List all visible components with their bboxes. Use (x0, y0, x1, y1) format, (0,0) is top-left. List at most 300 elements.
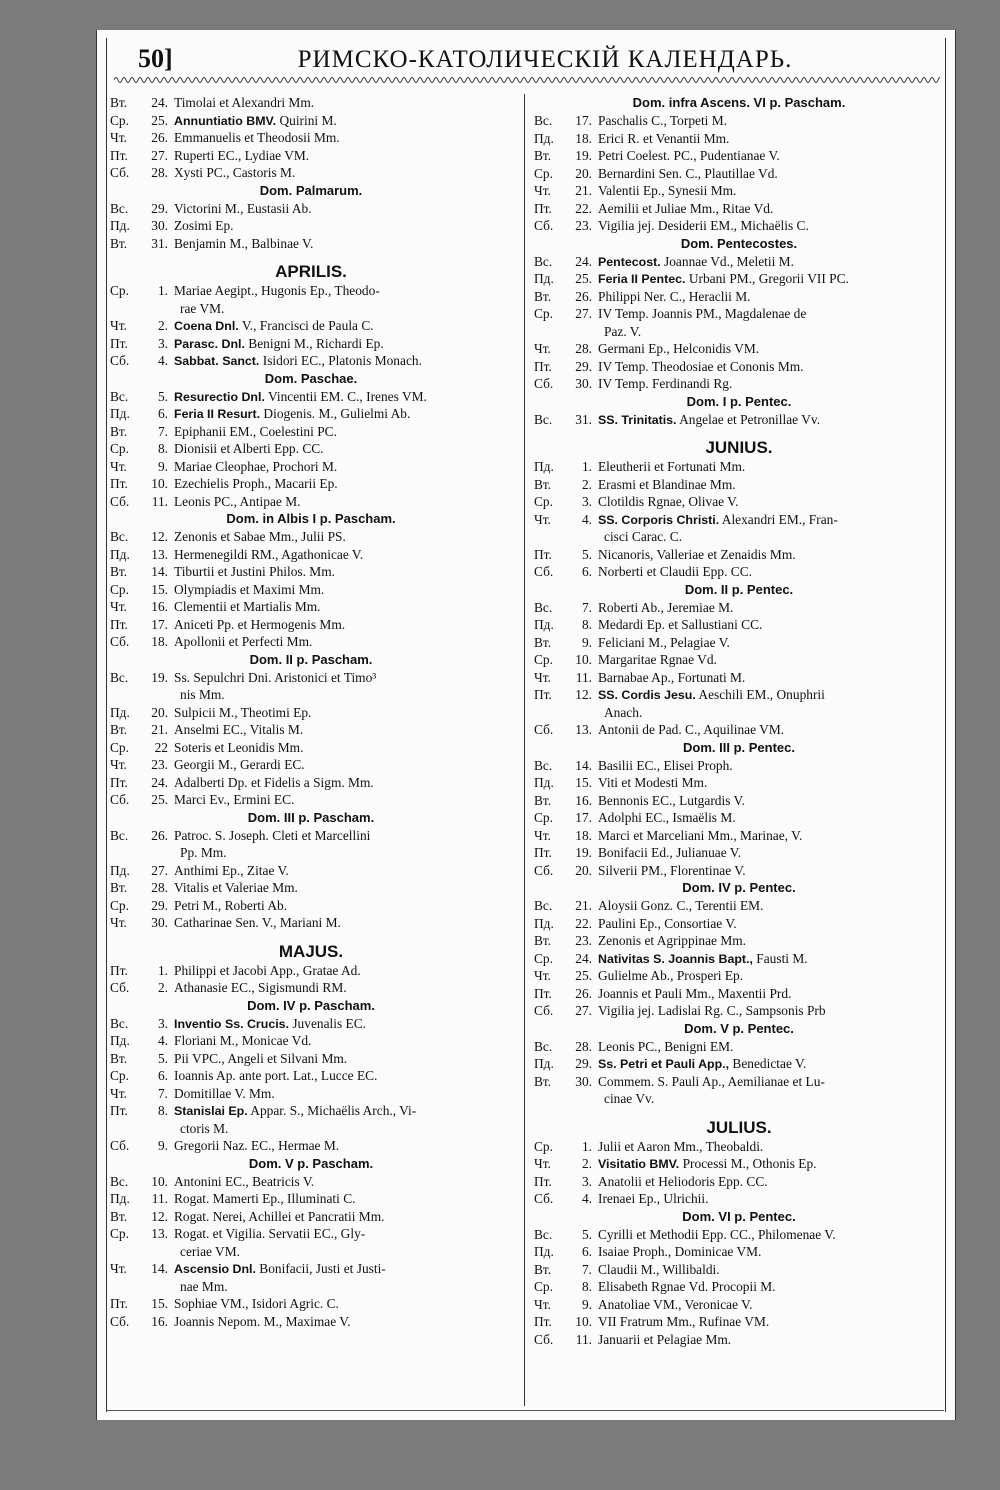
day-number: 2. (157, 318, 168, 333)
weekday-abbr: Вс. (534, 411, 553, 427)
weekday-abbr: Чт. (110, 458, 127, 474)
calendar-entry (534, 375, 944, 393)
entry-text (174, 1295, 512, 1313)
weekday-abbr: Пд. (110, 862, 130, 878)
day-number: 4. (581, 511, 592, 527)
entry-text (598, 985, 944, 1003)
calendar-entry (534, 1173, 944, 1191)
entry-text (598, 932, 944, 950)
saints-text: Ruperti EC., Lydiae VM. (174, 147, 310, 163)
weekday-abbr: Ср. (110, 1226, 129, 1241)
saints-text: Benigni M., Richardi Ep. (244, 335, 384, 351)
entry-text (598, 634, 944, 652)
calendar-entry (110, 1067, 512, 1085)
day-number: 5. (157, 388, 168, 404)
weekday-abbr: Сб. (534, 722, 554, 737)
weekday-abbr: Вс. (534, 1038, 553, 1054)
entry-text (174, 791, 512, 809)
calendar-entry (534, 897, 944, 915)
weekday-abbr: Пт. (110, 962, 128, 978)
weekday-abbr: Пд. (534, 915, 554, 931)
day-number: 16. (575, 792, 592, 808)
saints-text: Domitillae V. Mm. (174, 1085, 275, 1101)
entry-continuation: Paz. V. (604, 323, 642, 339)
entry-text (174, 862, 512, 880)
entry-text (598, 862, 944, 880)
entry-text (598, 827, 944, 845)
day-number: 14. (151, 1261, 168, 1276)
calendar-entry (534, 599, 944, 617)
calendar-entry (110, 669, 512, 687)
calendar-entry (534, 476, 944, 494)
weekday-abbr: Вс. (110, 1015, 129, 1031)
day-number: 20. (151, 704, 168, 720)
entry-text (174, 493, 512, 511)
entry-text (174, 1067, 512, 1085)
day-number: 15. (151, 1296, 168, 1311)
saints-text: Leonis PC., Antipae M. (174, 493, 301, 509)
weekday-abbr: Сб. (534, 1003, 554, 1018)
calendar-entry (534, 1331, 944, 1349)
entry-text (598, 340, 944, 358)
entry-text (174, 563, 512, 581)
weekday-abbr: Сб. (110, 353, 130, 368)
weekday-abbr: Вт. (534, 634, 552, 650)
calendar-entry (534, 1296, 944, 1314)
saints-text: Joannis et Pauli Mm., Maxentii Prd. (598, 985, 792, 1001)
weekday-abbr: Пд. (110, 1033, 130, 1048)
entry-text (598, 147, 944, 165)
sunday-heading: Dom. IV p. Pascham. (247, 997, 375, 1013)
saints-text: Floriani M., Monicae Vd. (174, 1033, 312, 1048)
saints-text: Emmanuelis et Theodosii Mm. (174, 130, 340, 145)
day-number: 21. (575, 898, 592, 913)
calendar-entry (534, 147, 944, 165)
weekday-abbr: Чт. (534, 1156, 551, 1171)
day-number: 20. (575, 165, 592, 181)
weekday-abbr: Чт. (110, 915, 127, 930)
day-number: 11. (151, 1191, 168, 1206)
weekday-abbr: Вт. (110, 1208, 128, 1224)
calendar-entry (534, 493, 944, 511)
calendar-entry (534, 1155, 944, 1173)
day-number: 7. (581, 1261, 592, 1277)
weekday-abbr: Вс. (534, 898, 553, 913)
entry-text (174, 1085, 512, 1103)
weekday-abbr: Вт. (110, 1050, 128, 1066)
day-number: 4. (581, 1191, 592, 1206)
day-number: 15. (575, 775, 592, 790)
calendar-entry (110, 282, 512, 300)
weekday-abbr: Ср. (110, 441, 129, 456)
entry-text (174, 739, 512, 757)
entry-text (598, 792, 944, 810)
entry-text (598, 305, 944, 323)
calendar-entry (534, 182, 944, 200)
month-heading: APRILIS. (275, 262, 347, 281)
day-number: 8. (157, 441, 168, 456)
saints-text: Ezechielis Proph., Macarii Ep. (174, 476, 338, 491)
weekday-abbr: Ср. (110, 283, 129, 298)
calendar-entry (534, 932, 944, 950)
feast-name-bold: Stanislai Ep. (174, 1104, 248, 1118)
entry-text (598, 599, 944, 617)
day-number: 24. (575, 253, 592, 269)
day-number: 19. (151, 669, 168, 685)
saints-text: Zenonis et Sabae Mm., Julii PS. (174, 529, 346, 544)
calendar-entry (110, 335, 512, 353)
calendar-entry (110, 1208, 512, 1226)
weekday-abbr: Сб. (534, 218, 554, 233)
weekday-abbr: Сб. (110, 634, 130, 649)
calendar-entry (534, 1243, 944, 1261)
entry-text (598, 1190, 944, 1208)
saints-text: Urbani PM., Gregorii VII PC. (685, 271, 849, 286)
day-number: 24. (151, 774, 168, 790)
calendar-entry (534, 563, 944, 581)
saints-text: Vigilia jej. Desiderii EM., Michaëlis C. (598, 218, 809, 233)
weekday-abbr: Пд. (534, 130, 554, 146)
entry-continuation: cinae Vv. (604, 1091, 655, 1106)
calendar-entry (534, 809, 944, 827)
running-header: РИМСКО-КАТОЛИЧЕСКІЙ КАЛЕНДАРЬ. (297, 46, 793, 73)
saints-text: Eleutherii et Fortunati Mm. (598, 459, 746, 474)
entry-text (598, 375, 944, 393)
weekday-abbr: Пд. (534, 617, 554, 632)
day-number: 2. (581, 1156, 592, 1171)
saints-text: Zosimi Ep. (174, 218, 234, 233)
weekday-abbr: Пд. (534, 271, 554, 286)
weekday-abbr: Вс. (534, 113, 553, 128)
weekday-abbr: Сб. (534, 1331, 554, 1347)
day-number: 29. (575, 1056, 592, 1071)
calendar-entry (534, 651, 944, 669)
weekday-abbr: Вт. (110, 235, 128, 251)
calendar-entry (534, 546, 944, 564)
calendar-entry (534, 669, 944, 687)
entry-text (598, 458, 944, 476)
saints-text: Paschalis C., Torpeti M. (598, 113, 727, 128)
weekday-abbr: Пд. (534, 1056, 554, 1071)
saints-text: Elisabeth Rgnae Vd. Procopii M. (598, 1279, 776, 1294)
weekday-abbr: Чт. (534, 511, 551, 527)
calendar-entry (110, 147, 512, 165)
day-number: 12. (151, 529, 168, 544)
day-number: 24. (575, 950, 592, 966)
entry-continuation: rae VM. (180, 300, 225, 316)
saints-text: Athanasie EC., Sigismundi RM. (174, 980, 347, 995)
calendar-entry (110, 1190, 512, 1208)
entry-text (174, 217, 512, 235)
entry-text (598, 1138, 944, 1156)
day-number: 8. (581, 617, 592, 632)
day-number: 2. (581, 476, 592, 492)
calendar-entry (110, 1225, 512, 1243)
day-number: 10. (575, 652, 592, 667)
weekday-abbr: Вс. (534, 757, 553, 773)
weekday-abbr: Ср. (110, 897, 129, 913)
sunday-heading: Dom. VI p. Pentec. (682, 1208, 796, 1224)
entry-text (598, 1261, 944, 1279)
calendar-entry (110, 112, 512, 130)
weekday-abbr: Чт. (110, 599, 127, 614)
entry-text (598, 967, 944, 985)
day-number: 26. (575, 985, 592, 1001)
weekday-abbr: Пд. (110, 546, 130, 562)
day-number: 4. (157, 1033, 168, 1048)
entry-text (174, 979, 512, 997)
entry-text (174, 721, 512, 739)
sunday-heading: Dom. IV p. Pentec. (682, 880, 796, 895)
saints-text: Feliciani M., Pelagiae V. (598, 634, 730, 650)
calendar-entry (534, 200, 944, 218)
right-column (534, 94, 944, 1348)
entry-text (598, 1296, 944, 1314)
entry-text (598, 476, 944, 494)
saints-text: Adolphi EC., Ismaëlis M. (598, 810, 736, 825)
saints-text: Juvenalis EC. (289, 1015, 366, 1031)
entry-text (598, 1038, 944, 1056)
saints-text: Joannae Vd., Meletii M. (660, 253, 794, 269)
weekday-abbr: Вс. (110, 388, 129, 404)
entry-text (598, 411, 944, 429)
entry-text (598, 546, 944, 564)
saints-text: Antonii de Pad. C., Aquilinae VM. (598, 722, 785, 737)
entry-text (174, 1313, 512, 1331)
saints-text: Patroc. S. Joseph. Cleti et Marcellini (174, 827, 371, 843)
day-number: 20. (575, 862, 592, 878)
saints-text: Ss. Sepulchri Dni. Aristonici et Timo³ (174, 669, 377, 685)
calendar-entry (534, 165, 944, 183)
feast-name-bold: Parasc. Dnl. (174, 336, 245, 351)
calendar-entry (534, 1226, 944, 1244)
entry-text (174, 827, 512, 845)
sunday-heading: Dom. Palmarum. (259, 182, 363, 198)
day-number: 3. (581, 1173, 592, 1189)
day-number: 3. (157, 335, 168, 351)
day-number: 16. (151, 1313, 168, 1329)
saints-text: Joannis Nepom. M., Maximae V. (174, 1313, 351, 1329)
entry-text (174, 235, 512, 253)
entry-text (174, 879, 512, 897)
calendar-entry (110, 405, 512, 423)
entry-text (598, 1331, 944, 1349)
day-number: 18. (575, 827, 592, 843)
entry-text (174, 458, 512, 476)
weekday-abbr: Вт. (534, 148, 552, 163)
calendar-entry (110, 879, 512, 897)
saints-text: Commem. S. Pauli Ap., Aemilianae et Lu- (598, 1073, 825, 1089)
calendar-entry (110, 1032, 512, 1050)
calendar-entry (534, 1055, 944, 1073)
calendar-entry (534, 358, 944, 376)
saints-text: VII Fratrum Mm., Rufinae VM. (598, 1314, 770, 1329)
saints-text: Georgii M., Gerardi EC. (174, 757, 305, 772)
weekday-abbr: Вс. (110, 200, 129, 216)
entry-text (174, 147, 512, 165)
entry-text (174, 962, 512, 980)
entry-text (598, 511, 944, 529)
saints-text: Erici R. et Venantii Mm. (598, 130, 730, 146)
saints-text: Rogat. et Vigilia. Servatii EC., Gly- (174, 1226, 366, 1241)
calendar-entry (534, 1261, 944, 1279)
calendar-entry (110, 217, 512, 235)
feast-name-bold: SS. Trinitatis. (598, 412, 677, 427)
weekday-abbr: Ср. (534, 652, 553, 667)
entry-text (174, 1050, 512, 1068)
day-number: 27. (575, 1003, 592, 1018)
weekday-abbr: Чт. (534, 669, 551, 685)
entry-text (174, 352, 512, 370)
calendar-entry (534, 270, 944, 288)
saints-text: IV Temp. Ferdinandi Rg. (598, 376, 733, 391)
wavy-divider (114, 74, 940, 86)
weekday-abbr: Пт. (534, 845, 552, 860)
saints-text: Barnabae Ap., Fortunati M. (598, 669, 746, 685)
weekday-abbr: Пт. (534, 687, 552, 702)
day-number: 30. (151, 915, 168, 930)
feast-name-bold: Resurectio Dnl. (174, 389, 265, 404)
saints-text: Ioannis Ap. ante port. Lat., Lucce EC. (174, 1068, 378, 1083)
day-number: 29. (151, 897, 168, 913)
saints-text: Xysti PC., Castoris M. (174, 165, 296, 180)
weekday-abbr: Ср. (110, 1068, 129, 1083)
entry-text (598, 1173, 944, 1191)
weekday-abbr: Вт. (110, 423, 128, 439)
saints-text: Aloysii Gonz. C., Terentii EM. (598, 898, 764, 913)
day-number: 23. (575, 933, 592, 948)
entry-continuation: ceriae VM. (180, 1243, 240, 1259)
saints-text: Mariae Aegipt., Hugonis Ep., Theodo- (174, 283, 380, 298)
weekday-abbr: Вс. (534, 1226, 553, 1242)
day-number: 6. (157, 406, 168, 421)
entry-text (598, 1226, 944, 1244)
saints-text: Nicanoris, Valleriae et Zenaidis Mm. (598, 546, 796, 562)
saints-text: Margaritae Rgnae Vd. (598, 652, 717, 667)
saints-text: Dionisii et Alberti Epp. CC. (174, 441, 324, 456)
entry-text (598, 563, 944, 581)
saints-text: Appar. S., Michaëlis Arch., Vi- (247, 1103, 417, 1118)
entry-text (598, 217, 944, 235)
saints-text: Viti et Modesti Mm. (598, 775, 708, 790)
saints-text: Bernardini Sen. C., Plautillae Vd. (598, 165, 778, 181)
day-number: 18. (151, 634, 168, 649)
calendar-entry (534, 458, 944, 476)
saints-text: V., Francisci de Paula C. (238, 318, 374, 333)
weekday-abbr: Пд. (534, 1244, 554, 1259)
calendar-entry (110, 458, 512, 476)
saints-text: Paulini Ep., Consortiae V. (598, 915, 737, 931)
entry-text (174, 581, 512, 599)
sunday-heading: Dom. I p. Pentec. (686, 393, 792, 409)
weekday-abbr: Пт. (110, 1103, 128, 1118)
feast-name-bold: Feria II Resurt. (174, 407, 261, 421)
weekday-abbr: Вт. (110, 722, 128, 737)
day-number: 11. (575, 1331, 592, 1347)
saints-text: Norberti et Claudii Epp. CC. (598, 564, 752, 579)
calendar-entry (110, 704, 512, 722)
weekday-abbr: Ср. (534, 306, 553, 321)
saints-text: Adalberti Dp. et Fidelis a Sigm. Mm. (174, 774, 374, 790)
entry-text (598, 493, 944, 511)
sunday-heading: Dom. in Albis I p. Pascham. (226, 511, 396, 526)
saints-text: Fausti M. (752, 950, 808, 966)
day-number: 1. (581, 459, 592, 474)
entry-text (598, 774, 944, 792)
saints-text: Olympiadis et Maximi Mm. (174, 581, 325, 597)
day-number: 30. (575, 1073, 592, 1089)
day-number: 17. (575, 113, 592, 128)
entry-text (174, 164, 512, 182)
saints-text: Cyrilli et Methodii Epp. CC., Philomenae V. (598, 1226, 836, 1242)
day-number: 6. (581, 1244, 592, 1259)
weekday-abbr: Вт. (110, 95, 128, 110)
saints-text: Anatolii et Heliodoris Epp. CC. (598, 1173, 768, 1189)
calendar-entry (534, 1073, 944, 1091)
saints-text: Processi M., Othonis Ep. (679, 1156, 817, 1171)
sunday-heading: Dom. III p. Pentec. (683, 739, 795, 755)
day-number: 19. (575, 148, 592, 163)
weekday-abbr: Вт. (534, 1073, 552, 1089)
entry-text (174, 669, 512, 687)
saints-text: Zenonis et Agrippinae Mm. (598, 933, 747, 948)
weekday-abbr: Вт. (534, 288, 552, 304)
day-number: 6. (157, 1068, 168, 1083)
calendar-entry (534, 511, 944, 529)
calendar-entry (534, 985, 944, 1003)
feast-name-bold: Feria II Pentec. (598, 272, 686, 286)
entry-text (598, 669, 944, 687)
day-number: 27. (151, 862, 168, 878)
day-number: 13. (151, 546, 168, 562)
entry-text (598, 651, 944, 669)
saints-text: Tiburtii et Justini Philos. Mm. (174, 564, 335, 579)
weekday-abbr: Ср. (110, 581, 129, 597)
day-number: 5. (581, 546, 592, 562)
weekday-abbr: Пт. (534, 358, 552, 374)
saints-text: Angelae et Petronillae Vv. (676, 411, 821, 427)
calendar-entry (110, 440, 512, 458)
weekday-abbr: Чт. (110, 757, 127, 772)
entry-text (598, 686, 944, 704)
bottom-rule (106, 1410, 944, 1411)
calendar-entry (534, 305, 944, 323)
day-number: 7. (157, 1085, 168, 1101)
day-number: 5. (157, 1050, 168, 1066)
weekday-abbr: Сб. (110, 980, 130, 995)
saints-text: Irenaei Ep., Ulrichii. (598, 1191, 709, 1206)
calendar-entry (110, 791, 512, 809)
weekday-abbr: Вт. (110, 880, 128, 895)
calendar-entry (534, 1190, 944, 1208)
calendar-entry (110, 388, 512, 406)
calendar-entry (110, 493, 512, 511)
entry-continuation: Anach. (604, 704, 643, 720)
month-heading: JUNIUS. (705, 438, 773, 457)
calendar-entry (110, 774, 512, 792)
calendar-entry (110, 164, 512, 182)
day-number: 25. (151, 112, 168, 128)
saints-text: Clementii et Martialis Mm. (174, 599, 321, 614)
calendar-entry (534, 757, 944, 775)
saints-text: Anatoliae VM., Veronicae V. (598, 1296, 753, 1312)
weekday-abbr: Пд. (534, 459, 554, 474)
weekday-abbr: Вс. (110, 529, 129, 544)
entry-text (598, 112, 944, 130)
entry-text (174, 388, 512, 406)
weekday-abbr: Вт. (534, 792, 552, 808)
day-number: 28. (151, 165, 168, 180)
